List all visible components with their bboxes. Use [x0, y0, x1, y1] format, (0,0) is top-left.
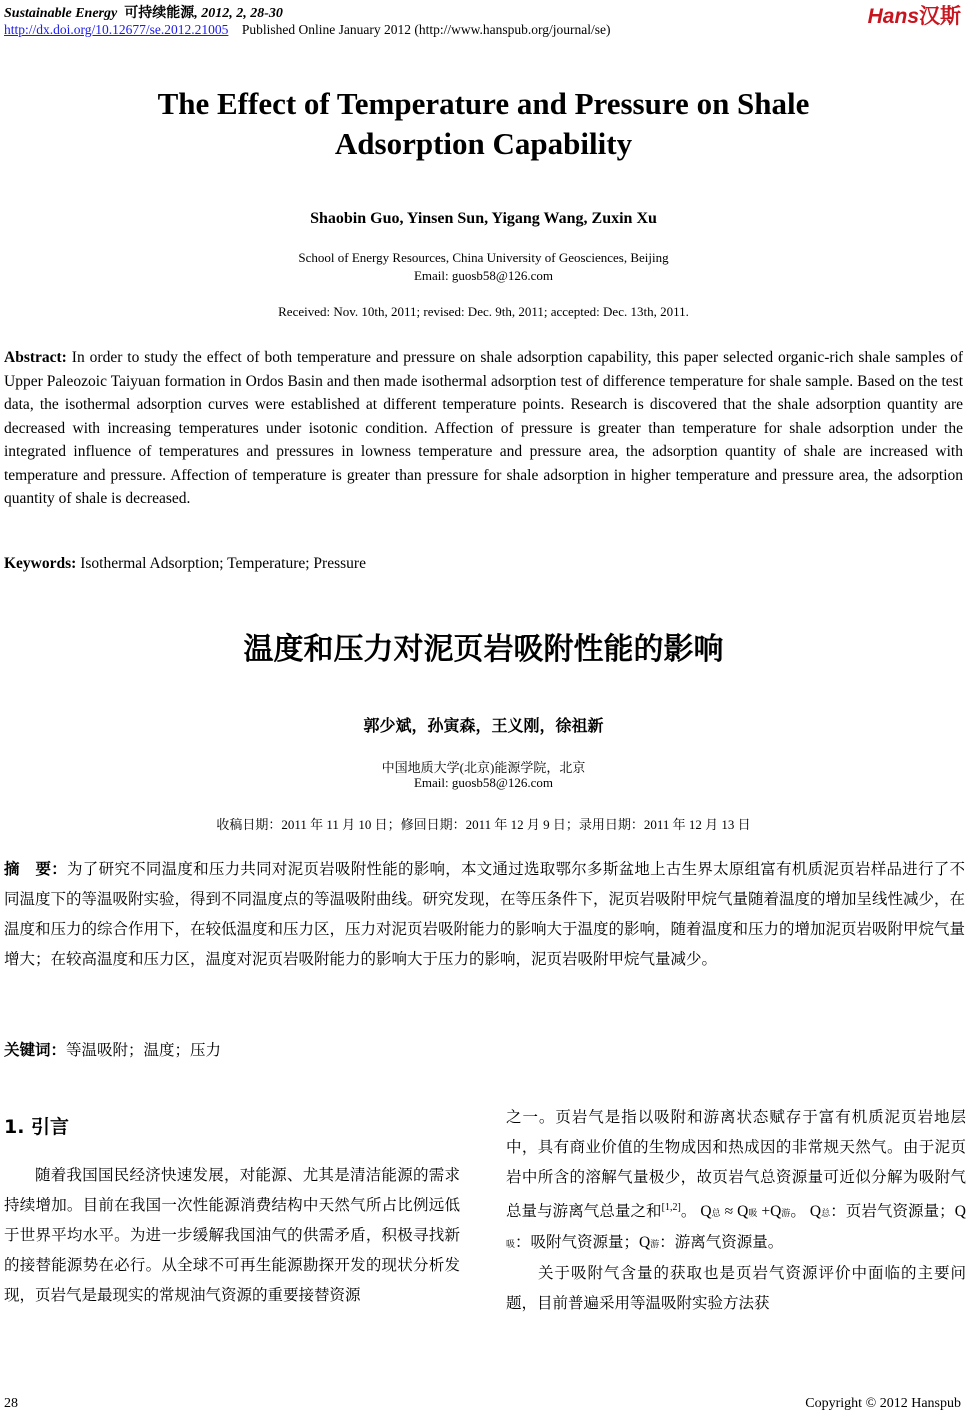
hanspub-logo	[868, 0, 961, 30]
published-note: Published Online January 2012 (http://www.hanspub.org/journal/se)	[241, 22, 611, 37]
keywords-cn	[4, 1036, 965, 1066]
keywords-label-cn: 关键词：	[4, 1042, 67, 1059]
formula-total: Q总 ≈ Q吸 +Q游	[700, 1203, 791, 1221]
email-en: Email: guosb58@126.com	[413, 268, 554, 283]
received-cn: 收稿日期：2011 年 11 月 10 日；修回日期：2011 年 12 月 9 日；录用日期：2011 年 12 月 13 日	[216, 817, 751, 832]
page-number: 28	[4, 1396, 18, 1411]
logo-cn: 汉斯	[919, 5, 961, 28]
title-en	[0, 84, 967, 164]
abstract-label-en: Abstract:	[4, 349, 67, 366]
keywords-text-cn: 等温吸附；温度；压力	[66, 1042, 222, 1059]
abstract-text-en: In order to study the effect of both temperature and pressure on shale adsorption capability, this paper selected organic-rich shale samples of Upper Paleozoic Taiyuan formation in Ordos Basin and then made isothermal adsorption test of difference temperature for shale sample. Based on the test data, the isothermal adsorption curves were established at different temperature points. Research is discovered that the shale adsorption quantity are decreased with increasing temperatures under isotonic condition. Affection of pressure is greater than temperature for shale adsorption under the integrated influence of temperatures and pressures in lowness temperature and pressure area, the adsorption quantity of shale are increased with temperature and pressure. Affection of temperature is greater than pressure for shale adsorption in higher temperature and pressure area, the adsorption quantity of shale is decreased.	[4, 349, 963, 507]
keywords-en	[4, 552, 963, 576]
intro-right-column: 之一。页岩气是指以吸附和游离状态赋存于富有机质泥页岩地层中，具有商业价值的生物成因和热成因的非常规天然气。由于泥页岩中所含的溶解气量极少，故页岩气总资源量可近似分解为吸附气总量与游离气总量之和[1,2]。 Q总 ≈ Q吸 +Q游。 Q总：页岩气资源量；Q吸：吸附气资源量；Q游：游离气资源量。 关于吸附气含量的获取也是页岩气资源评价中面临的主要问题，目前普遍采用等温吸附实验方法获	[506, 1109, 966, 1313]
abstract-text-cn: 为了研究不同温度和压力共同对泥页岩吸附性能的影响，本文通过选取鄂尔多斯盆地上古生界太原组富有机质泥页岩样品进行了不同温度下的等温吸附实验，得到不同温度点的等温吸附曲线。研究发现，在等压条件下，泥页岩吸附甲烷气量随着温度的增加呈线性减少，在温度和压力的综合作用下，在较低温度和压力区，压力对泥页岩吸附能力的影响大于温度的影响，随着温度和压力的增加泥页岩吸附甲烷气量增大；在较高温度和压力区，温度对泥页岩吸附能力的影响大于压力的影响，泥页岩吸附甲烷气量减少。	[4, 861, 966, 968]
affiliation-cn: 中国地质大学(北京)能源学院，北京	[381, 760, 586, 775]
authors-en: Shaobin Guo, Yinsen Sun, Yigang Wang, Zuxin Xu	[310, 210, 657, 227]
keywords-text-en: Isothermal Adsorption; Temperature; Pressure	[80, 555, 366, 572]
intro-right-para2: 关于吸附气含量的获取也是页岩气资源评价中面临的主要问题，目前普遍采用等温吸附实验方法获	[506, 1265, 966, 1313]
title-en-line1: The Effect of Temperature and Pressure on Shale	[157, 86, 810, 121]
section-title-intro: 1. 引言	[4, 1116, 70, 1138]
journal-title: Sustainable Energy	[4, 6, 118, 21]
intro-right-text: 之一。页岩气是指以吸附和游离状态赋存于富有机质泥页岩地层中，具有商业价值的生物成因和热成因的非常规天然气。由于泥页岩中所含的溶解气量极少，故页岩气总资源量可近似分解为吸附气总量与游离气总量之和	[506, 1109, 966, 1221]
journal-title-cn: 可持续能源	[124, 6, 195, 21]
abstract-label-cn: 摘 要：	[4, 861, 68, 878]
title-cn: 温度和压力对泥页岩吸附性能的影响	[243, 632, 724, 667]
intro-left-column: 随着我国国民经济快速发展，对能源、尤其是清洁能源的需求持续增加。目前在我国一次性能源消费结构中天然气所占比例远低于世界平均水平。为进一步缓解我国油气的供需矛盾，积极寻找新的接替能源势在必行。从全球不可再生能源勘探开发的现状分析发现，页岩气是最现实的常规油气资源的重要接替资源	[4, 1167, 460, 1304]
email-cn: Email: guosb58@126.com	[413, 775, 554, 790]
logo-latin: Hans	[867, 5, 919, 28]
received-en: Received: Nov. 10th, 2011; revised: Dec. 9th, 2011; accepted: Dec. 13th, 2011.	[278, 304, 689, 319]
copyright: Copyright © 2012 Hanspub	[805, 1396, 961, 1411]
doi-line	[4, 22, 610, 38]
abstract-cn	[4, 855, 965, 975]
affiliation-en: School of Energy Resources, China University of Geosciences, Beijing	[298, 250, 669, 265]
authors-cn: 郭少斌，孙寅森，王义刚，徐祖新	[363, 718, 604, 735]
citation: [1,2]	[661, 1202, 681, 1213]
journal-issue: , 2012, 2, 28-30	[194, 6, 283, 21]
abstract-en	[4, 346, 963, 511]
journal-name	[4, 2, 283, 22]
def-free: ：游离气资源量。	[659, 1234, 784, 1252]
doi-link[interactable]: http://dx.doi.org/10.12677/se.2012.21005	[4, 22, 229, 37]
keywords-label-en: Keywords:	[4, 555, 77, 572]
def-ads: ：吸附气资源量；	[515, 1234, 640, 1252]
title-en-line2: Adsorption Capability	[334, 126, 633, 161]
def-total: ：页岩气资源量；	[830, 1203, 955, 1221]
